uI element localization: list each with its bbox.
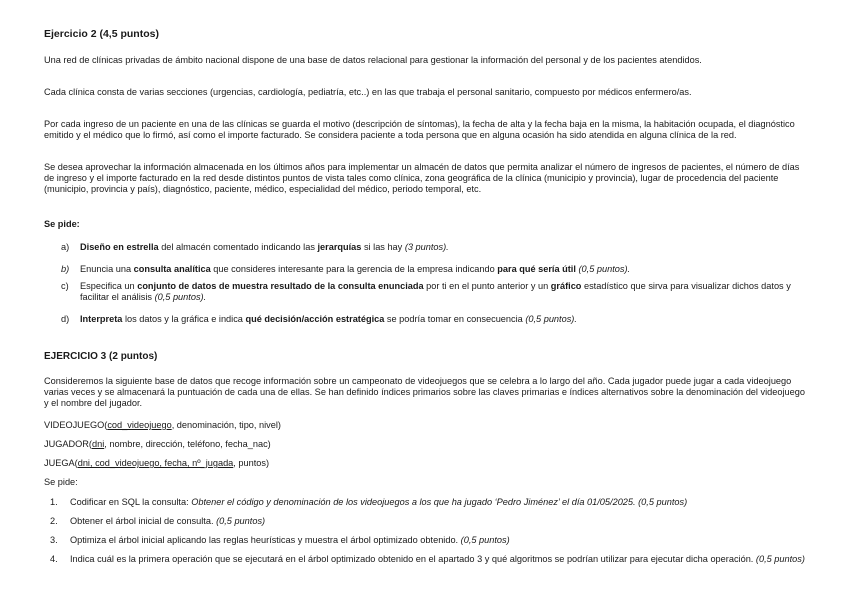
text-run: Obtener el árbol inicial de consulta. bbox=[70, 516, 217, 526]
text-run: Indica cuál es la primera operación que se ejecutará en el árbol optimizado obtenido en el apartado 3 y qué algoritmos se podrían utilizar para ejecutar dicha operación. bbox=[70, 554, 756, 564]
exercise-2-se-pide: Se pide: bbox=[44, 219, 80, 229]
exercise-2-paragraph-1: Una red de clínicas privadas de ámbito nacional dispone de una base de datos relacional para gestionar la información del personal y de los pacientes atendidos. bbox=[44, 55, 702, 65]
text-run: cod_videojuego bbox=[107, 420, 172, 430]
exercise-3-title: EJERCICIO 3 (2 puntos) bbox=[44, 351, 158, 362]
exercise-3-task bbox=[44, 497, 808, 508]
text-run: (0,5 puntos) bbox=[755, 554, 805, 564]
text-run: Interpreta bbox=[80, 314, 123, 324]
exercise-2-paragraph-3: Por cada ingreso de un paciente en una de las clínicas se guarda el motivo (descripción de síntomas), la fecha de alta y la fecha baja en la misma, la habitación ocupada, el diagnóstico emitido y el médico que lo firmó, así como el importe facturado. Se considera paciente a toda persona que en alguna ocasión ha sido atendida en alguna clínica de la red. bbox=[44, 119, 795, 140]
text-run: Especifica un bbox=[80, 281, 138, 291]
text-run: del almacén comentado indicando las bbox=[158, 242, 318, 252]
schema-jugador bbox=[44, 439, 808, 450]
task-marker: 2. bbox=[50, 516, 58, 526]
exercise-3-task bbox=[44, 554, 808, 565]
text-run: (3 puntos). bbox=[404, 242, 449, 252]
text-run: que consideres interesante para la gerencia de la empresa indicando bbox=[210, 264, 498, 274]
schema-videojuego bbox=[44, 420, 808, 431]
text-run: (0,5 puntos). bbox=[578, 264, 631, 274]
text-run: , puntos) bbox=[233, 458, 270, 468]
text-run: estadístico que sirva para visualizar dichos datos y facilitar el análisis bbox=[80, 281, 791, 302]
exercise-2-task bbox=[44, 314, 808, 325]
task-marker: b) bbox=[61, 264, 70, 274]
text-run: Diseño en estrella bbox=[80, 242, 159, 252]
text-run: para qué sería útil bbox=[497, 264, 576, 274]
schema-juega bbox=[44, 458, 808, 469]
text-run: Obtener el código y denominación de los videojuegos a los que ha jugado ‘Pedro Jiménez’ el día 01/05/2025. (0,5 puntos) bbox=[191, 497, 688, 507]
text-run: si las hay bbox=[361, 242, 405, 252]
text-run: VIDEOJUEGO( bbox=[44, 420, 108, 430]
text-run: se podría tomar en consecuencia bbox=[384, 314, 526, 324]
text-run: , nombre, dirección, teléfono, fecha_nac) bbox=[104, 439, 271, 449]
text-run: jerarquías bbox=[317, 242, 362, 252]
text-run: (0,5 puntos) bbox=[216, 516, 266, 526]
text-run: Enuncia una bbox=[80, 264, 134, 274]
text-run: , denominación, tipo, nivel) bbox=[171, 420, 281, 430]
task-marker: 3. bbox=[50, 535, 58, 545]
exercise-2-paragraph-4: Se desea aprovechar la información almacenada en los últimos años para implementar un almacén de datos que permita analizar el número de ingresos de pacientes, el número de días de ingreso y el importe facturado en la red desde distintos puntos de vista tales como clínica, zona geográfica de la clínica (municipio y provincia), lugar de procedencia del paciente (municipio, provincia y país), diagnóstico, paciente, médico, especialidad del médico, periodo temporal, etc. bbox=[44, 162, 800, 194]
exercise-3-paragraph-1: Consideremos la siguiente base de datos que recoge información sobre un campeonato de videojuegos que se celebra a lo largo del año. Cada jugador puede jugar a cada videojuego varias veces y se almacenará la puntuación de cada una de ellas. Se han definido índices primarios sobre las claves primarias e índices alternativos sobre la denominación del videojuego y el nombre del jugador. bbox=[44, 376, 805, 408]
exercise-2-title: Ejercicio 2 (4,5 puntos) bbox=[44, 28, 159, 40]
exercise-2-task bbox=[44, 264, 808, 275]
text-run: (0,5 puntos) bbox=[460, 535, 510, 545]
task-marker: d) bbox=[61, 314, 70, 324]
text-run: qué decisión/acción estratégica bbox=[245, 314, 385, 324]
text-run: por ti en el punto anterior y un bbox=[423, 281, 551, 291]
exercise-3-task bbox=[44, 535, 808, 546]
task-marker: c) bbox=[61, 281, 69, 291]
text-run: JUEGA( bbox=[44, 458, 78, 468]
text-run: dni bbox=[91, 439, 105, 449]
text-run: (0,5 puntos). bbox=[525, 314, 577, 324]
text-run: gráfico bbox=[550, 281, 582, 291]
text-run: consulta analítica bbox=[133, 264, 211, 274]
text-run: JUGADOR( bbox=[44, 439, 92, 449]
task-marker: 4. bbox=[50, 554, 58, 564]
exercise-2-paragraph-2: Cada clínica consta de varias secciones (urgencias, cardiología, pediatría, etc..) en las que trabaja el personal sanitario, compuesto por médicos enfermero/as. bbox=[44, 87, 692, 97]
exercise-2-task bbox=[44, 281, 808, 303]
text-run: conjunto de datos de muestra resultado de la consulta enunciada bbox=[137, 281, 424, 291]
text-run: (0,5 puntos). bbox=[154, 292, 207, 302]
text-run: Optimiza el árbol inicial aplicando las reglas heurísticas y muestra el árbol optimizado obtenido. bbox=[70, 535, 461, 545]
task-marker: 1. bbox=[50, 497, 58, 507]
exercise-3-task bbox=[44, 516, 808, 527]
text-run: dni, cod_videojuego, fecha, nº_jugada bbox=[77, 458, 234, 468]
text-run: Codificar en SQL la consulta: bbox=[70, 497, 192, 507]
exercise-2-task bbox=[44, 242, 808, 253]
task-marker: a) bbox=[61, 242, 70, 252]
exercise-3-se-pide: Se pide: bbox=[44, 477, 78, 487]
text-run: los datos y la gráfica e indica bbox=[122, 314, 246, 324]
